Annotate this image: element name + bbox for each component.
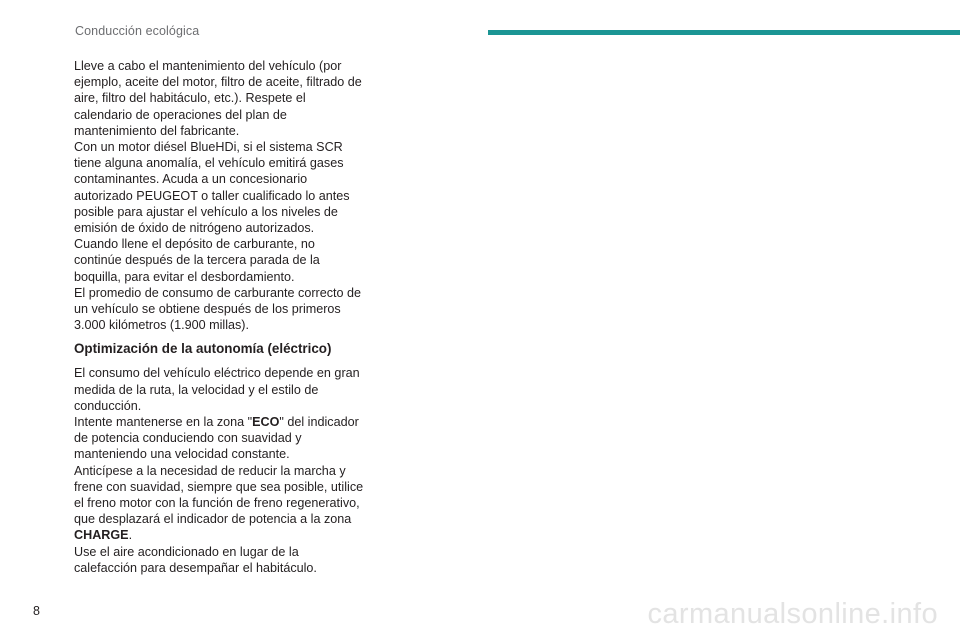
regenerative-braking-paragraph: [74, 463, 364, 544]
electric-range-heading: Optimización de la autonomía (eléctrico): [74, 341, 332, 357]
site-watermark: carmanualsonline.info: [647, 598, 938, 630]
charge-text-before: Anticípese a la necesidad de reducir la marcha y frene con suavidad, siempre que sea posible, utilice el freno motor con la función de freno regenerativo, que desplazará el indicador de potencia a la zona: [74, 463, 364, 527]
eco-zone-paragraph: [74, 414, 364, 463]
eco-text-before: Intente mantenerse en la zona ": [74, 415, 253, 430]
electric-consumption-paragraph: El consumo del vehículo eléctrico depende en gran medida de la ruta, la velocidad y el estilo de conducción.: [74, 366, 360, 413]
eco-text-after: " del indicador de potencia conduciendo con suavidad y manteniendo una velocidad constante.: [74, 415, 359, 462]
fuel-filling-paragraph: Cuando llene el depósito de carburante, no continúe después de la tercera parada de la boquilla, para evitar el desbordamiento.: [74, 237, 320, 284]
bluehdi-scr-paragraph: Con un motor diésel BlueHDi, si el sistema SCR tiene alguna anomalía, el vehículo emitirá gases contaminantes. Acuda a un concesionario autorizado PEUGEOT o taller cualificado lo antes posible para ajustar el vehículo a los niveles de emisión de óxido de nitrógeno autorizados.: [74, 140, 350, 236]
air-conditioning-paragraph: Use el aire acondicionado en lugar de la calefacción para desempañar el habitáculo.: [74, 544, 317, 575]
fuel-consumption-paragraph: El promedio de consumo de carburante correcto de un vehículo se obtiene después de los primeros 3.000 kilómetros (1.900 millas).: [74, 285, 362, 333]
page-number: 8: [33, 604, 40, 618]
charge-keyword: CHARGE: [74, 528, 129, 543]
page-header-title: Conducción ecológica: [75, 24, 200, 38]
header-accent-bar: [488, 30, 960, 35]
charge-text-after: .: [128, 528, 133, 543]
eco-keyword: ECO: [252, 415, 280, 430]
maintenance-paragraph: Lleve a cabo el mantenimiento del vehículo (por ejemplo, aceite del motor, filtro de aceite, filtrado de aire, filtro del habitáculo, etc.). Respete el calendario de operaciones del plan de mantenimiento del fabricante.: [74, 59, 362, 138]
page-content: [74, 58, 364, 576]
